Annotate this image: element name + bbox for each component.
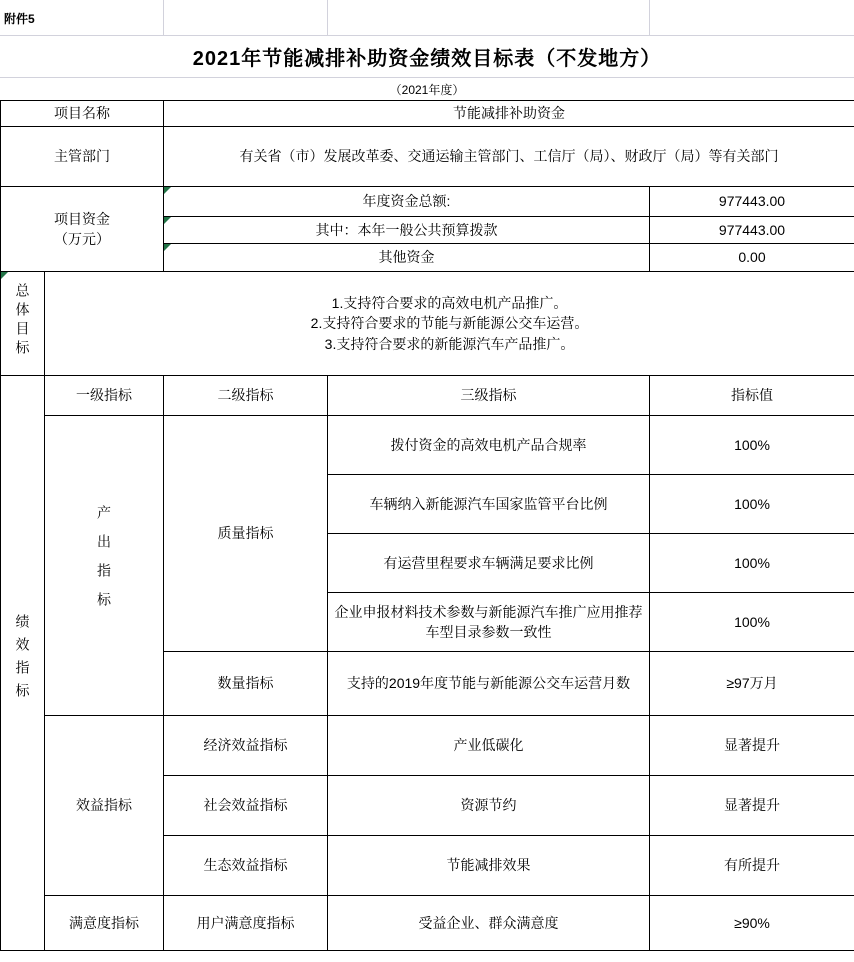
cell-error-triangle xyxy=(164,187,171,194)
funds-total-label: 年度资金总额: xyxy=(362,193,451,210)
indicator-cell: 受益企业、群众满意度 xyxy=(328,896,650,951)
overall-goal-label: 总体目标 xyxy=(14,282,31,359)
indicator-value-cell: 显著提升 xyxy=(650,776,854,836)
funds-other-label-cell xyxy=(164,244,650,272)
funds-total-value-cell: 977443.00 xyxy=(650,187,854,217)
level2-social-cell: 社会效益指标 xyxy=(164,776,328,836)
page-title: 2021年节能减排补助资金绩效目标表（不发地方） xyxy=(192,48,662,70)
level1-output-cell xyxy=(45,416,164,716)
indicator-cell: 产业低碳化 xyxy=(328,716,650,776)
attachment-label: 附件5 xyxy=(4,12,35,26)
funds-budget-label-cell xyxy=(164,217,650,244)
goal-line: 2.支持符合要求的节能与新能源公交车运营。 xyxy=(310,315,589,332)
funds-other-value-cell: 0.00 xyxy=(650,244,854,272)
indicator-cell: 支持的2019年度节能与新能源公交车运营月数 xyxy=(328,652,650,716)
indicator-value-cell: 显著提升 xyxy=(650,716,854,776)
indicator-cell: 资源节约 xyxy=(328,776,650,836)
level2-ecological-cell: 生态效益指标 xyxy=(164,836,328,896)
level2-user-satisfaction-cell: 用户满意度指标 xyxy=(164,896,328,951)
level2-quality-cell: 质量指标 xyxy=(164,416,328,652)
header-value: 指标值 xyxy=(650,376,854,416)
indicator-value-cell: 100% xyxy=(650,534,854,593)
cell-error-triangle xyxy=(164,217,171,224)
goal-line: 3.支持符合要求的新能源汽车产品推广。 xyxy=(324,335,575,352)
indicator-value-cell: 100% xyxy=(650,475,854,534)
gridline xyxy=(327,0,328,35)
overall-goal-label-cell xyxy=(1,272,45,376)
title-row xyxy=(0,36,854,77)
page-subtitle: （2021年度） xyxy=(389,82,465,97)
project-name-label-cell: 项目名称 xyxy=(1,101,164,127)
level1-satisfaction-cell: 满意度指标 xyxy=(45,896,164,951)
overall-goal-content-cell xyxy=(45,272,854,376)
header-level3: 三级指标 xyxy=(328,376,650,416)
dept-value-cell: 有关省（市）发展改革委、交通运输主管部门、工信厅（局）、财政厅（局）等有关部门 xyxy=(164,127,854,187)
performance-target-table xyxy=(0,100,854,951)
indicators-section-label-cell xyxy=(1,376,45,951)
cell-error-triangle xyxy=(1,272,8,279)
level1-output-label: 产出指标 xyxy=(96,504,112,621)
funds-label-line1: 项目资金 xyxy=(54,210,110,227)
funds-other-label: 其他资金 xyxy=(378,249,435,266)
indicator-cell: 企业申报材料技术参数与新能源汽车推广应用推荐车型目录参数一致性 xyxy=(328,593,650,652)
indicators-section-label: 绩效指标 xyxy=(14,614,31,707)
goal-line: 1.支持符合要求的高效电机产品推广。 xyxy=(331,295,568,312)
indicator-cell: 拨付资金的高效电机产品合规率 xyxy=(328,416,650,475)
funds-label-cell xyxy=(1,187,164,272)
indicator-value-cell: ≥97万月 xyxy=(650,652,854,716)
funds-label-line2: （万元） xyxy=(54,231,110,247)
indicator-cell: 节能减排效果 xyxy=(328,836,650,896)
funds-total-label-cell xyxy=(164,187,650,217)
project-name-value-cell: 节能减排补助资金 xyxy=(164,101,854,127)
indicator-value-cell: 有所提升 xyxy=(650,836,854,896)
gridline xyxy=(163,0,164,35)
indicator-cell: 有运营里程要求车辆满足要求比例 xyxy=(328,534,650,593)
dept-label-cell: 主管部门 xyxy=(1,127,164,187)
level2-quantity-cell: 数量指标 xyxy=(164,652,328,716)
gridline xyxy=(649,0,650,35)
cell-error-triangle xyxy=(164,244,171,251)
indicator-value-cell: 100% xyxy=(650,416,854,475)
header-level2: 二级指标 xyxy=(164,376,328,416)
indicator-cell: 车辆纳入新能源汽车国家监管平台比例 xyxy=(328,475,650,534)
level2-economic-cell: 经济效益指标 xyxy=(164,716,328,776)
header-level1: 一级指标 xyxy=(45,376,164,416)
funds-budget-label: 其中：本年一般公共预算拨款 xyxy=(315,221,498,238)
funds-budget-value-cell: 977443.00 xyxy=(650,217,854,244)
level1-benefit-cell: 效益指标 xyxy=(45,716,164,896)
indicator-value-cell: 100% xyxy=(650,593,854,652)
indicator-value-cell: ≥90% xyxy=(650,896,854,951)
